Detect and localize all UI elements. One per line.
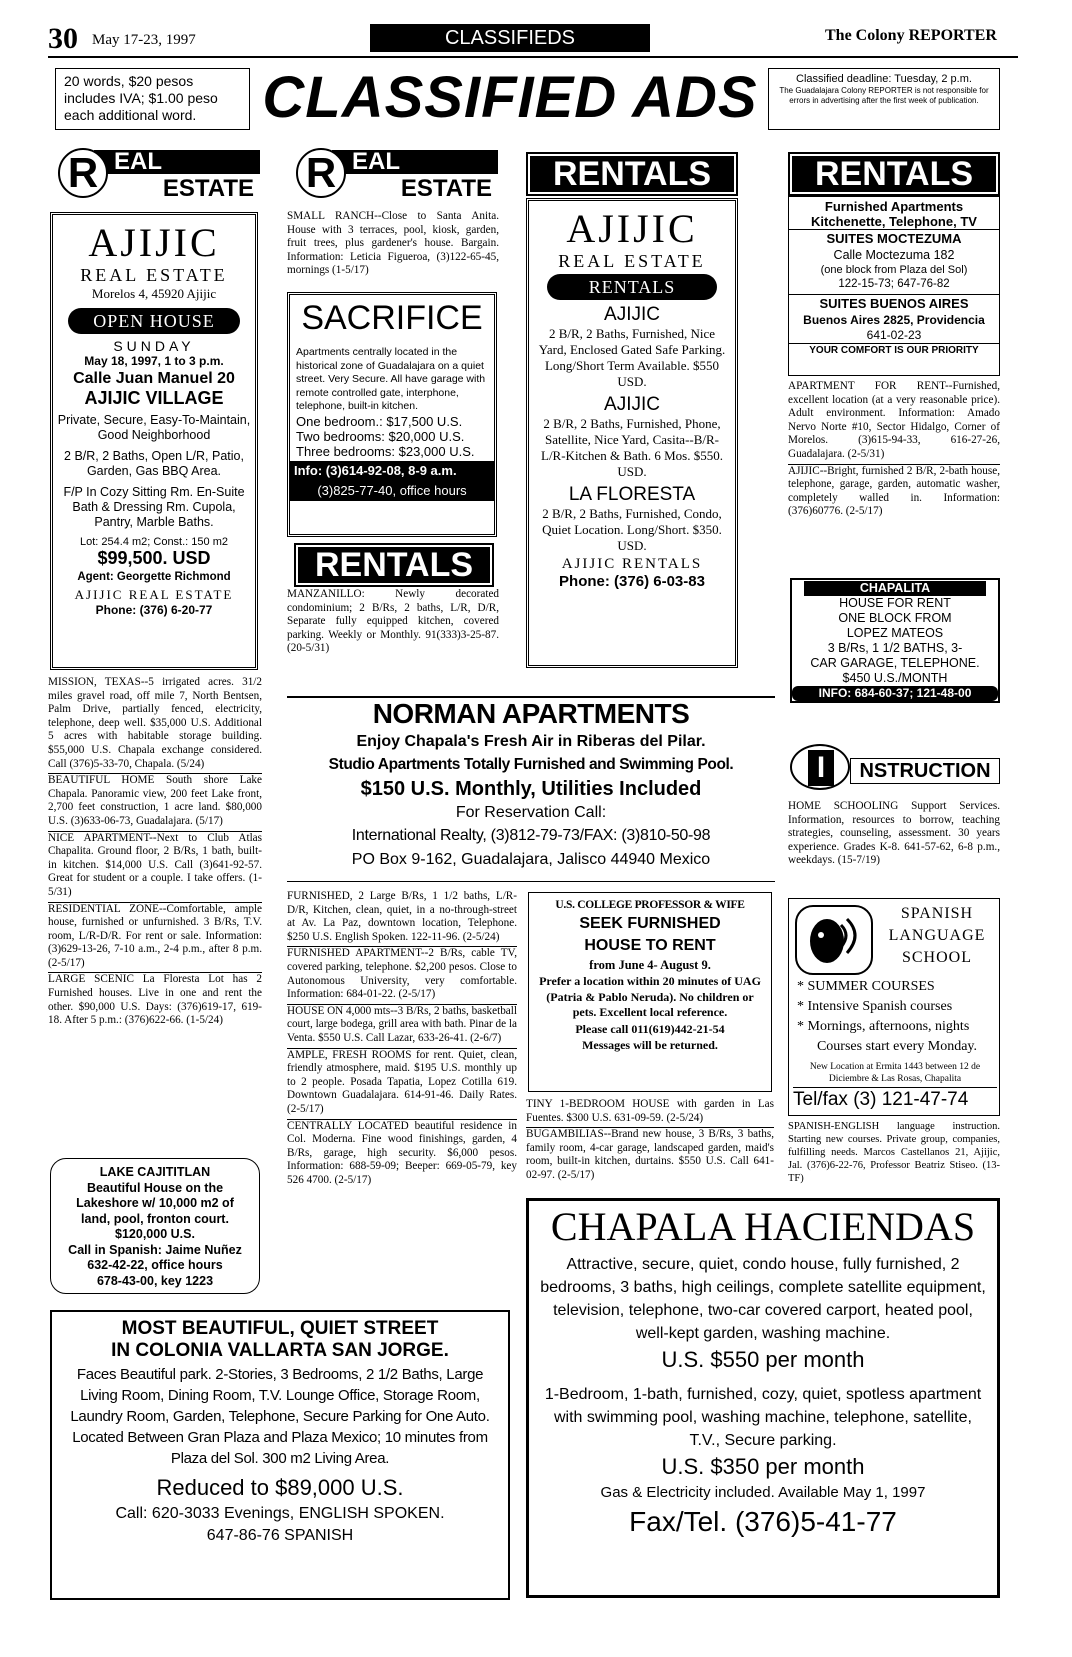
homeschool-ad: HOME SCHOOLING Support Services. Information, resources to borrow, teaching strategies, counseling, assessment. 30 years experience. Grades K-8. 641-57-62, 6-8 p.m., weekdays. (15-7/19): [788, 800, 1000, 867]
norman-title: NORMAN APARTMENTS: [372, 698, 690, 729]
lake-line: 632-42-22, office hours: [87, 1258, 223, 1272]
lake-line: land, pool, fronton court.: [81, 1211, 229, 1226]
professor-wanted-ad: [528, 892, 772, 1092]
open-house-street: Calle Juan Manuel 20: [73, 370, 235, 387]
open-house-agent: Agent: Georgette Richmond: [77, 571, 231, 583]
professor-line: Messages will be returned.: [582, 1037, 718, 1052]
professor-line: U.S. COLLEGE PROFESSOR & WIFE: [555, 899, 745, 911]
suites-line: Kitchenette, Telephone, TV: [789, 214, 999, 230]
instruction-initial: I: [808, 750, 834, 786]
lake-line: Call in Spanish: Jaime Nuñez: [68, 1242, 242, 1257]
lake-line: Lakeshore w/ 10,000 m2 of: [76, 1196, 234, 1210]
open-house-day: SUNDAY: [113, 338, 195, 354]
spanish-title-line: SPANISH: [900, 905, 974, 922]
professor-heading: SEEK FURNISHED: [579, 915, 721, 932]
chapalita-ad: [790, 578, 1000, 703]
suites-name: SUITES MOCTEZUMA: [826, 231, 962, 246]
lake-cajititlan-ad: [50, 1158, 260, 1294]
ajijic-logo: AJIJIC: [566, 206, 698, 251]
real-estate-header-1: [48, 146, 260, 204]
norman-line: International Realty, (3)812-79-73/FAX: (3)810-50-98: [351, 827, 711, 844]
header-rule: [48, 56, 1018, 58]
chapalita-price: $450 U.S./MONTH: [842, 671, 948, 685]
ajijic-rentals-footer: AJIJIC RENTALS: [561, 556, 703, 572]
classified-ad: APARTMENT FOR RENT--Furnished, excellent location (at a very reasonable price). Adult environment. Information: Amado Nervo Norte #10, Sector Hidalgo, Corner of Morelos. (3)615-94-33, 616-27-26, Guadalajara. (2-5/31): [788, 380, 1000, 465]
listing-heading: LA FLORESTA: [568, 484, 696, 505]
norman-line: PO Box 9-162, Guadalajara, Jalisco 44940 Mexico: [351, 851, 711, 868]
rentals-pill: RENTALS: [547, 274, 717, 300]
vallarta-title: MOST BEAUTIFUL, QUIET STREET: [121, 1318, 439, 1339]
ajijic-logo-sub: REAL ESTATE: [80, 265, 228, 285]
open-house-date: May 18, 1997, 1 to 3 p.m.: [84, 354, 224, 368]
course-item: * SUMMER COURSES: [797, 979, 935, 994]
rentals-title: RENTALS: [792, 156, 996, 192]
listing-text: 2 B/R, 2 Baths, Furnished, Condo, Quiet Location. Long/Short. $350. USD.: [542, 506, 722, 553]
open-house-phone: Phone: (376) 6-20-77: [95, 603, 213, 617]
listing-heading: AJIJIC: [604, 304, 660, 325]
deadline-text: Classified deadline: Tuesday, 2 p.m.: [796, 73, 972, 85]
course-item: * Intensive Spanish courses: [797, 999, 953, 1014]
vallarta-body: Faces Beautiful park. 2-Stories, 3 Bedrooms, 2 1/2 Baths, Large Living Room, Dining Room, T.V. Lounge Office, Storage Room, Laundry Room, Garden, Telephone, Secure Parking for One Auto. Located Between Gran Plaza and Plaza Mexico; 10 minutes from Plaza del Sol. 300 m2 Living Area.: [70, 1366, 490, 1467]
professor-line: Prefer a location within 20 minutes of UAG (Patria & Pablo Neruda). No children or pets. Excellent local reference.: [539, 974, 761, 1019]
re-header-bottom: ESTATE: [162, 175, 254, 202]
classified-ad: FURNISHED APARTMENT--2 B/Rs, cable TV, covered parking, telephone. $2,200 pesos. Close to Autonomous University, very comfortable. Information: 684-01-22. (2-5/17): [287, 947, 517, 1004]
norman-line: Studio Apartments Totally Furnished and Swimming Pool.: [328, 756, 734, 773]
spanish-tel: Tel/fax (3) 121-47-74: [793, 1087, 997, 1112]
haciendas-body: Attractive, secure, quiet, condo house, fully furnished, 2 bedrooms, 3 baths, high ceilings, complete satellite equipment, television, telephone, two-car covered carport, heated pool, well-kept garden, washing machine.: [540, 1256, 986, 1342]
suites-ad: [788, 196, 1000, 376]
professor-heading: HOUSE TO RENT: [584, 937, 716, 954]
haciendas-fax: Fax/Tel. (376)5-41-77: [629, 1506, 897, 1537]
rentals-header-4: [788, 152, 1000, 196]
re-header-initial: R: [296, 148, 346, 198]
sacrifice-body: Apartments centrally located in the historical zone of Guadalajara on a quiet street. Very Secure. All have garage with remote controlled gate, interphone, telephone, built-in kitchen.: [296, 346, 486, 412]
deadline-box: [768, 68, 1000, 130]
open-house-lot: Lot: 254.4 m2; Const.: 150 m2: [80, 536, 228, 548]
suites-phone: 641-02-23: [789, 328, 999, 344]
open-house-price: $99,500. USD: [97, 548, 211, 568]
chapalita-title: CHAPALITA: [804, 581, 986, 596]
spanish-english-ad: SPANISH-ENGLISH language instruction. Starting new courses. Private group, companies, fulfilling needs. Marcos Castellanos 21, Ajijic, Jal. (376)6-22-76, Professor Beatriz Stiseo. (13-TF): [788, 1121, 1000, 1184]
classified-ad: LARGE SCENIC La Floresta Lot has 2 Furnished houses. Live in one and rent the other. $90,000 U.S. Days: (376)619-17, 619-18. After 5 p.m.: (376)622-66. (1-5/24): [48, 973, 262, 1027]
ajijic-logo-sub: REAL ESTATE: [558, 251, 706, 271]
issue-date: May 17-23, 1997: [92, 32, 196, 48]
lake-line: Beautiful House on the: [86, 1180, 224, 1195]
suites-address: Buenos Aires 2825, Providencia: [803, 313, 985, 327]
vallarta-call: Call: 620-3033 Evenings, ENGLISH SPOKEN.: [115, 1505, 445, 1522]
spanish-title-line: LANGUAGE: [888, 927, 986, 944]
haciendas-price: U.S. $350 per month: [661, 1454, 865, 1479]
classified-ad: MISSION, TEXAS--5 irrigated acres. 31/2 miles gravel road, off mile 7, North Bentsen, Palm Drive, partially fenced, electricity, telephone, deep well. $35,000 U.S. Additional 5 acres with habitable storage building. $55,000 U.S. Chapala exchange considered. Call (376)5-33-70, Chapala. (5/24): [48, 676, 262, 774]
small-ranch-ad: SMALL RANCH--Close to Santa Anita. House with 3 terraces, pool, kiosk, garden, fruit trees, plus gardener's house. Bargain. Information: Leticia Figueroa, (3)122-65-45, mornings (1-5/17): [287, 210, 499, 277]
speech-bubble-icon: [795, 905, 873, 975]
mid2-classifieds: [287, 890, 517, 1187]
ajijic-logo: AJIJIC: [88, 220, 220, 265]
rentals-title: RENTALS: [530, 156, 734, 192]
sacrifice-price: Three bedrooms: $23,000 U.S.: [296, 443, 475, 459]
classified-ad: BUGAMBILIAS--Brand new house, 3 B/Rs, 3 baths, family room, 4-car garage, landscaped garden, maid's room, built-in kitchen, durtains. $550 U.S. Call 641-02-97. (2-5/17): [526, 1128, 774, 1181]
classified-ad: HOUSE ON 4,000 mts--3 B/Rs, 2 baths, basketball court, large bodega, grill area with bath. Pinar de la Venta. $550 U.S. Call Lazar, 633-26-41. (2-6/7): [287, 1005, 517, 1049]
instruction-title: NSTRUCTION: [850, 758, 1000, 784]
rates-text: 20 words, $20 pesos includes IVA; $1.00 peso each additional word.: [64, 73, 218, 123]
chapalita-info: INFO: 684-60-37; 121-48-00: [792, 686, 998, 701]
re-header-top: EAL: [94, 150, 260, 174]
vallarta-title: IN COLONIA VALLARTA SAN JORGE.: [111, 1340, 449, 1361]
norman-price: $150 U.S. Monthly, Utilities Included: [360, 778, 702, 800]
spanish-courses: [797, 977, 997, 1057]
ajijic-rentals-ad: [526, 198, 738, 668]
classified-ad: TINY 1-BEDROOM HOUSE with garden in Las Fuentes. $300 U.S. 631-09-59. (2-5/24): [526, 1098, 774, 1128]
rentals-header-2: [294, 543, 494, 587]
spanish-title-line: SCHOOL: [901, 949, 972, 966]
norman-apartments-ad: [287, 696, 775, 882]
haciendas-title: CHAPALA HACIENDAS: [550, 1204, 976, 1249]
haciendas-body: 1-Bedroom, 1-bath, furnished, cozy, quiet, spotless apartment with swimming pool, washing machine, telephone, satellite, T.V., Secure parking.: [544, 1386, 982, 1449]
real-estate-header-2: [286, 146, 498, 204]
norman-line: For Reservation Call:: [455, 804, 607, 821]
open-house-pill: OPEN HOUSE: [68, 308, 240, 334]
rates-box: [55, 68, 250, 130]
chapalita-line: ONE BLOCK FROM: [838, 611, 952, 625]
course-item: Courses start every Monday.: [816, 1039, 978, 1054]
rentals-header-3: [526, 152, 738, 196]
vallarta-spanish: 647-86-76 SPANISH: [206, 1527, 354, 1544]
suites-motto: YOUR COMFORT IS OUR PRIORITY: [809, 345, 979, 356]
sacrifice-ad: [287, 292, 497, 537]
sacrifice-info: Info: (3)614-92-08, 8-9 a.m.: [290, 461, 494, 481]
spanish-school-title: [879, 903, 995, 969]
lake-line: 678-43-00, key 1223: [96, 1273, 214, 1288]
vallarta-price: Reduced to $89,000 U.S.: [156, 1475, 404, 1500]
re-header-initial: R: [58, 148, 108, 198]
instruction-header: [790, 744, 1000, 794]
chapalita-line: CAR GARAGE, TELEPHONE.: [810, 656, 980, 670]
chapalita-line: HOUSE FOR RENT: [839, 596, 951, 610]
lake-price: $120,000 U.S.: [115, 1227, 195, 1241]
suites-address: (one block from Plaza del Sol): [820, 264, 968, 276]
paper-name: The Colony REPORTER: [825, 27, 997, 44]
chapala-haciendas-ad: [526, 1198, 1000, 1598]
professor-phone: Please call 011(619)442-21-54: [575, 1021, 725, 1036]
norman-line: Enjoy Chapala's Fresh Air in Riberas del Pilar.: [356, 733, 706, 750]
lake-title: LAKE CAJITITLAN: [99, 1165, 211, 1179]
mid3-classifieds: [526, 1098, 774, 1183]
listing-text: 2 B/R, 2 Baths, Furnished, Phone, Satellite, Nice Yard, Casita--B/R-L/R-Kitchen & Bath. 6 Mos. $550. USD.: [541, 416, 723, 479]
classified-ad: RESIDENTIAL ZONE--Comfortable, ample house, furnished or unfurnished. 3 B/Rs, T.V. room, L/R-D/R. For rent or sale. Information: (3)629-13-26, 7-10 a.m., 2-4 p.m., after 8 p.m. (2-5/17): [48, 903, 262, 974]
suites-name: SUITES BUENOS AIRES: [819, 296, 969, 311]
listing-text: 2 B/R, 2 Baths, Furnished, Nice Yard, Enclosed Gated Safe Parking. Long/Short Term Available. $550 USD.: [538, 326, 726, 389]
page-number: 30: [48, 22, 78, 55]
classified-ad: BEAUTIFUL HOME South shore Lake Chapala. Panoramic view, 200 feet Lake front, 2,700 feet construction, 1 acre land. $80,000 U.S. (3)633-06-73, Guadalajara. (5/17): [48, 774, 262, 831]
disclaimer-text: The Guadalajara Colony REPORTER is not responsible for errors in advertising after the first week of publication.: [779, 86, 989, 105]
listing-heading: AJIJIC: [604, 394, 660, 415]
suites-address: Calle Moctezuma 182: [833, 248, 955, 262]
suites-phone: 122-15-73; 647-76-82: [789, 277, 999, 295]
chapalita-line: LOPEZ MATEOS: [846, 626, 944, 640]
ajijic-address: Morelos 4, 45920 Ajijic: [91, 286, 217, 301]
classified-ad: CENTRALLY LOCATED beautiful residence in Col. Moderna. Fine wood finishings, garden, 4 B/Rs, garage, high security. $6,000 pesos. Information: 688-59-09; Beeper: 669-05-79, key 526 4700. (2-5/17): [287, 1119, 517, 1186]
col4-classifieds: [788, 380, 1000, 519]
open-house-desc1: Private, Secure, Easy-To-Maintain, Good Neighborhood: [57, 413, 251, 442]
classified-ad: AJIJIC--Bright, furnished 2 B/R, 2-bath house, telephone, garage, garden, automatic washer, completely walled in. Information: (376)60776. (2-5/17): [788, 464, 1000, 518]
section-label: CLASSIFIEDS: [370, 24, 650, 52]
classified-ad: FURNISHED, 2 Large B/Rs, 1 1/2 baths, L/R-D/R, Kitchen, clean, quiet, in a no-through-street at Av. La Paz, downtown location, Telephone. $250 U.S. English Spoken. 122-11-96. (2-5/24): [287, 890, 517, 947]
ajijic-open-house-ad: [50, 212, 258, 670]
spanish-location: New Location at Ermita 1443 between 12 de Diciembre & Las Rosas, Chapalita: [809, 1062, 981, 1084]
classified-ad: NICE APARTMENT--Next to Club Atlas Chapalita. Ground floor, 2 B/Rs, 1 bath, built-in kitchen. $14,000 U.S. Call (3)641-92-57. Great for student or a couple. I take offers. (1-5/31): [48, 832, 262, 903]
manzanillo-ad: MANZANILLO: Newly decorated condominium; 2 B/Rs, 2 baths, L/R, D/R, Separate fully equipped kitchen, covered parking. Weekly or Monthly. 91(333)3-25-87. (20-5/31): [287, 588, 499, 655]
ajijic-footer-logo: AJIJIC REAL ESTATE: [74, 587, 234, 602]
sacrifice-price: One bedroom.: $17,500 U.S.: [296, 413, 463, 429]
classified-ad: AMPLE, FRESH ROOMS for rent. Quiet, clean, friendly atmosphere, maid. $195 U.S. monthly up to 2 people. Posada Tapatia, Lopez Cotilla 619. Downtown Guadalajara. 614-91-46. Daily Rates. (2-5/17): [287, 1049, 517, 1120]
vallarta-house-ad: [50, 1310, 510, 1600]
sacrifice-price: Two bedrooms: $20,000 U.S.: [296, 428, 465, 444]
chapalita-line: 3 B/Rs, 1 1/2 BATHS, 3-: [827, 641, 963, 655]
open-house-desc3: F/P In Cozy Sitting Rm. En-Suite Bath & Dressing Rm. Cupola, Pantry, Marble Baths.: [63, 485, 245, 529]
re-header-top: EAL: [332, 150, 498, 174]
sacrifice-info: (3)825-77-40, office hours: [290, 481, 494, 501]
spanish-school-ad: [788, 898, 1000, 1116]
suites-line: Furnished Apartments: [824, 199, 964, 214]
re-header-bottom: ESTATE: [400, 175, 492, 202]
professor-line: from June 4- August 9.: [589, 958, 711, 972]
sacrifice-title: SACRIFICE: [301, 299, 483, 337]
haciendas-price: U.S. $550 per month: [661, 1347, 865, 1372]
banner-title: CLASSIFIED ADS: [262, 65, 758, 130]
course-item: * Mornings, afternoons, nights: [797, 1019, 970, 1034]
col1-classifieds: [48, 676, 262, 1028]
ajijic-rentals-phone: Phone: (376) 6-03-83: [559, 573, 705, 590]
open-house-desc2: 2 B/R, 2 Baths, Open L/R, Patio, Garden, Gas BBQ Area.: [64, 449, 244, 478]
rentals-title: RENTALS: [298, 547, 490, 583]
haciendas-gas: Gas & Electricity included. Available May 1, 1997: [600, 1484, 926, 1501]
open-house-village: AJIJIC VILLAGE: [84, 388, 224, 408]
